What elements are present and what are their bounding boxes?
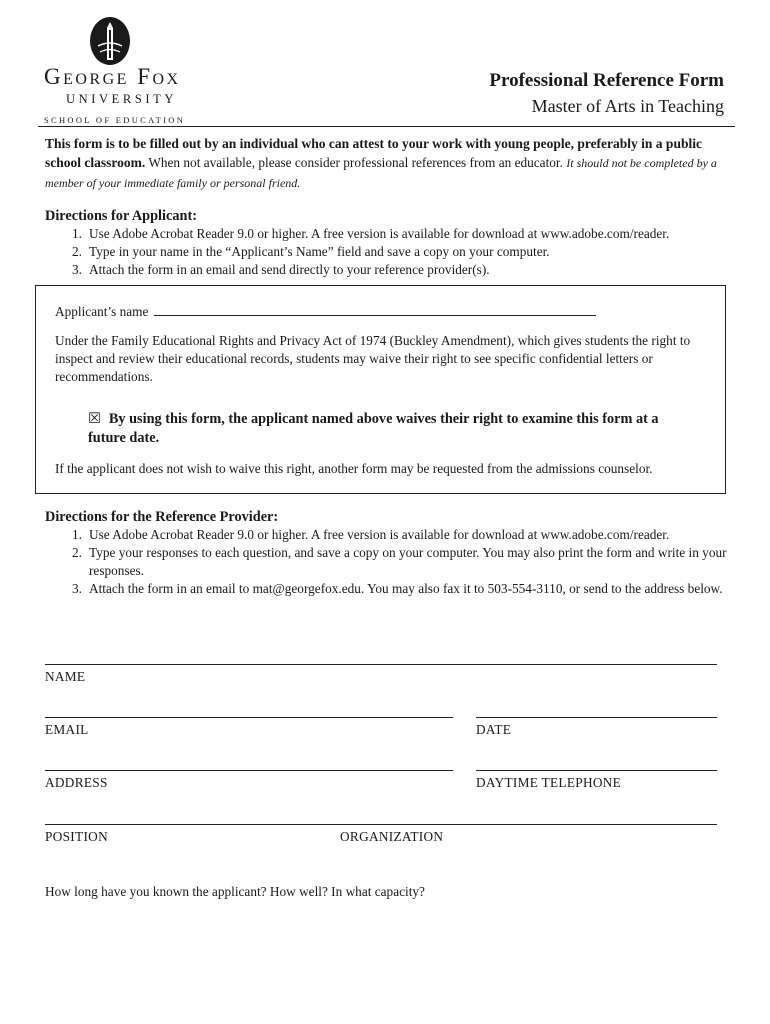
list-text: Use Adobe Acrobat Reader 9.0 or higher. A free version is available for download at www.adobe.com/reader.: [89, 527, 670, 542]
waiver-statement-text: By using this form, the applicant named above waives their right to examine this form at a future date.: [88, 411, 659, 446]
intro-bold: This form is to be filled out by an individual who can attest to your work with young people, preferably in a public school classroom.: [45, 136, 702, 170]
list-text: Attach the form in an email to mat@georgefox.edu. You may also fax it to 503-554-3110, or send to the address below.: [89, 581, 723, 596]
position-label: POSITION: [45, 829, 108, 844]
form-subtitle: Master of Arts in Teaching: [531, 96, 724, 116]
university-seal-icon: [89, 16, 131, 66]
waiver-note: If the applicant does not wish to waive this right, another form may be requested from the admissions counselor.: [55, 461, 653, 476]
list-item: [45, 243, 735, 261]
list-number: 3.: [72, 581, 82, 596]
daytime-telephone-field[interactable]: [476, 770, 717, 771]
list-number: 1.: [72, 226, 82, 241]
list-text: Type your responses to each question, and save a copy on your computer. You may also print the form and write in your responses.: [89, 545, 727, 578]
date-label: DATE: [476, 722, 512, 737]
list-item: [45, 544, 735, 580]
organization-label: ORGANIZATION: [340, 829, 444, 844]
list-text: Use Adobe Acrobat Reader 9.0 or higher. A free version is available for download at www.adobe.com/reader.: [89, 226, 670, 241]
list-number: 3.: [72, 262, 82, 277]
applicant-name-label: Applicant’s name: [55, 304, 149, 319]
list-item: [45, 526, 735, 544]
list-item: [45, 225, 735, 243]
list-text: Type in your name in the “Applicant’s Name” field and save a copy on your computer.: [89, 244, 550, 259]
question-1: How long have you known the applicant? How well? In what capacity?: [45, 884, 425, 899]
applicant-directions: [45, 207, 735, 279]
name-field[interactable]: [45, 664, 717, 665]
list-number: 2.: [72, 244, 82, 259]
list-number: 1.: [72, 527, 82, 542]
brand-school: SCHOOL OF EDUCATION: [44, 115, 186, 125]
date-field[interactable]: [476, 717, 717, 718]
brand-university: UNIVERSITY: [66, 92, 177, 106]
waiver-box: [35, 285, 726, 494]
provider-directions-list: [45, 526, 735, 598]
waiver-statement: [88, 410, 698, 448]
name-label: NAME: [45, 669, 86, 684]
applicant-name-field[interactable]: [154, 303, 596, 316]
question-1-response-area[interactable]: [45, 905, 717, 1015]
provider-directions: [45, 508, 735, 598]
form-title: Professional Reference Form: [489, 70, 724, 91]
applicant-directions-heading: Directions for Applicant:: [45, 208, 197, 224]
provider-directions-heading: Directions for the Reference Provider:: [45, 509, 279, 525]
ferpa-text: Under the Family Educational Rights and Privacy Act of 1974 (Buckley Amendment), which gives students the right to inspect and review their educational records, students may waive their right to see specific confidential letters or recommendations.: [55, 333, 691, 384]
list-item: [45, 261, 735, 279]
list-item: [45, 580, 735, 598]
intro-paragraph: [45, 134, 735, 193]
applicant-name-row: [55, 303, 596, 321]
list-number: 2.: [72, 545, 82, 560]
header-divider: [38, 126, 735, 127]
waiver-checkbox[interactable]: ☒: [88, 411, 101, 427]
intro-normal: When not available, please consider professional references from an educator.: [145, 155, 567, 170]
brand-name: George Fox: [44, 64, 181, 89]
position-organization-field[interactable]: [45, 824, 717, 825]
email-label: EMAIL: [45, 722, 89, 737]
list-text: Attach the form in an email and send directly to your reference provider(s).: [89, 262, 490, 277]
daytime-telephone-label: DAYTIME TELEPHONE: [476, 775, 622, 790]
intro-italic: It should not be completed by a member of your immediate family or personal friend.: [45, 156, 717, 190]
address-field[interactable]: [45, 770, 453, 771]
email-field[interactable]: [45, 717, 453, 718]
applicant-directions-list: [45, 225, 735, 279]
address-label: ADDRESS: [45, 775, 108, 790]
